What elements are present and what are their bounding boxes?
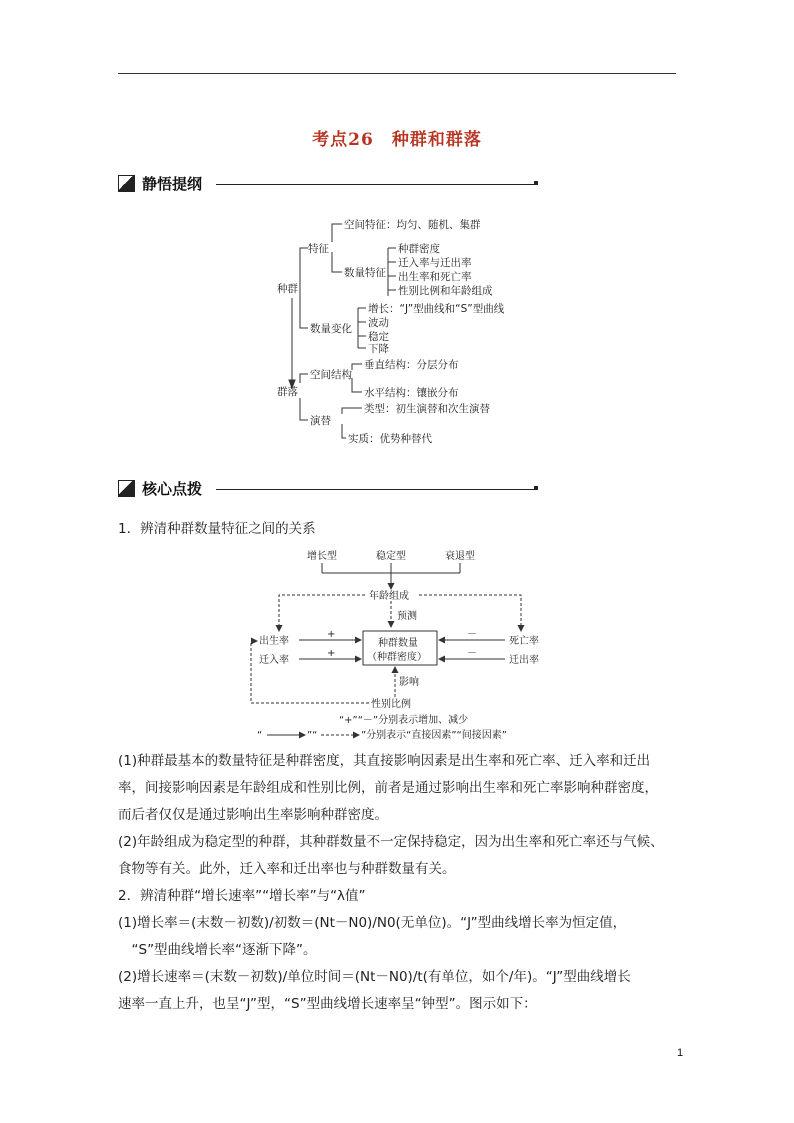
mm-spatial-structure: 空间结构 [310,369,352,381]
mm-change-item: 下降 [368,343,389,355]
section-rule-dot [534,181,538,185]
section-header-outline [118,172,202,194]
page-number: 1 [677,1047,684,1059]
sex-ratio: 性别比例 [371,699,411,710]
legend-arrows: ”分别表示“直接因素”“间接因素” [361,730,507,740]
mm-succession-item: 实质：优势种替代 [348,433,432,445]
mm-structure-item: 水平结构：镶嵌分布 [364,387,459,399]
paragraph-line: 率，间接影响因素是年龄组成和性别比例，前者是通过影响出生率和死亡率影响种群密度， [118,780,658,796]
age-structure: 年龄组成 [369,591,409,602]
legend-quote: ”“ [307,730,318,740]
emigration-rate: 迁出率 [509,655,539,666]
age-type-stable: 稳定型 [376,551,406,562]
section-header-core [118,477,202,499]
mm-root-community: 群落 [277,386,298,398]
mm-q-item: 性别比例和年龄组成 [398,285,493,297]
birth-rate: 出生率 [259,636,289,647]
mindmap-diagram [270,208,550,450]
mm-succession: 演替 [310,415,331,427]
paragraph-line: “S”型曲线增长率“逐渐下降”。 [118,942,317,958]
section-rule [216,184,536,185]
header-rule [118,73,676,74]
section-marker-icon [118,175,135,192]
plus-sign: + [327,629,336,640]
mm-quantity-change: 数量变化 [310,323,352,335]
paragraph-line: 而后者仅仅是通过影响出生率影响种群密度。 [118,807,388,823]
immigration-rate: 迁入率 [259,655,289,666]
label-predict: 预测 [397,611,417,622]
paragraph-line: (2)年龄组成为稳定型的种群，其种群数量不一定保持稳定，因为出生率和死亡率还与气候、 [118,834,664,850]
mm-quantity-feature: 数量特征 [344,267,386,279]
mm-change-item: 增长：“J”型曲线和“S”型曲线 [368,303,505,315]
legend-signs: “+”“－”分别表示增加、减少 [339,715,469,726]
paragraph-line: (1)种群最基本的数量特征是种群密度，其直接影响因素是出生率和死亡率、迁入率和迁出 [118,753,651,769]
paragraph-line: 食物等有关。此外，迁入率和迁出率也与种群数量有关。 [118,861,456,877]
age-type-decline: 衰退型 [445,551,475,562]
mm-change-item: 波动 [368,317,389,329]
paragraph-line: 2．辨清种群“增长速率”“增长率”与“λ值” [118,888,366,904]
item-heading: 1．辨清种群数量特征之间的关系 [118,521,316,537]
legend-quote: “ [257,730,263,740]
section-marker-icon [118,480,135,497]
paragraph-line: (1)增长率＝(末数－初数)/初数＝(Nt－N0)/N0(无单位)。“J”型曲线增长率为恒定值， [118,915,627,931]
center-density: （种群密度） [367,652,427,663]
section-rule [216,489,536,490]
mm-q-item: 出生率和死亡率 [398,271,472,283]
mm-spatial-feature: 空间特征：均匀、随机、集群 [344,219,481,231]
section-title: 静悟提纲 [142,174,203,193]
paragraph-line: 速率一直上升，也呈“J”型，“S”型曲线增长速率呈“钟型”。图示如下： [118,996,537,1012]
paragraph-line: (2)增长速率＝(末数－初数)/单位时间＝(Nt－N0)/t(有单位，如个/年)。“J”型曲线增长 [118,969,631,985]
plus-sign: + [327,648,336,659]
body-text [118,748,678,1018]
mm-feature: 特征 [308,243,329,255]
population-relationship-diagram [245,545,555,740]
page-title: 考点26 种群和群落 [312,130,482,150]
mm-structure-item: 垂直结构：分层分布 [364,359,459,371]
mm-q-item: 种群密度 [398,243,440,255]
mm-root-population: 种群 [277,283,298,295]
minus-sign: － [467,629,477,640]
mm-q-item: 迁入率与迁出率 [398,257,472,269]
center-population: 种群数量 [378,638,418,649]
label-influence: 影响 [399,677,419,688]
mm-change-item: 稳定 [368,331,389,343]
death-rate: 死亡率 [509,636,539,647]
section-title: 核心点拨 [142,479,203,498]
age-type-growth: 增长型 [307,551,337,562]
section-rule-dot [534,486,538,490]
mm-succession-item: 类型：初生演替和次生演替 [364,403,490,415]
minus-sign: － [467,648,477,659]
